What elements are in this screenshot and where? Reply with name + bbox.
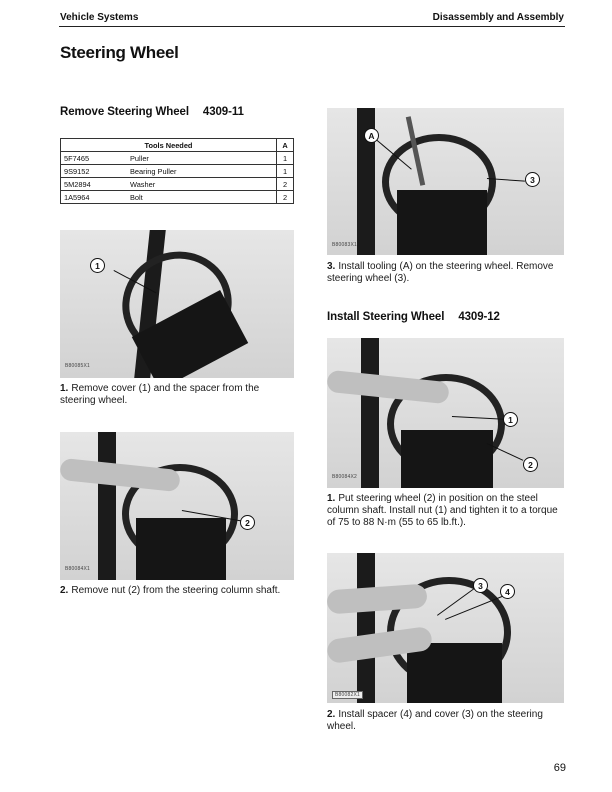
part-number: 1A5964	[61, 191, 128, 204]
table-row	[61, 152, 294, 165]
header-rule	[59, 26, 565, 27]
tools-table-column-a: A	[277, 139, 294, 152]
running-header-right: Disassembly and Assembly	[432, 12, 564, 23]
tools-table-header: Tools Needed	[61, 139, 277, 152]
callout-1: 1	[90, 258, 105, 273]
part-number: 5F7465	[61, 152, 128, 165]
part-qty: 2	[277, 178, 294, 191]
figure-id: B80085X1	[65, 363, 90, 369]
step-number: 1.	[327, 493, 336, 504]
step-caption	[60, 585, 290, 597]
remove-section-title: Remove Steering Wheel	[60, 106, 189, 118]
install-section-title: Install Steering Wheel	[327, 311, 445, 323]
callout-1: 1	[503, 412, 518, 427]
hand-shape	[60, 458, 181, 492]
step-number: 1.	[60, 383, 69, 394]
part-name: Puller	[127, 152, 277, 165]
table-row	[61, 165, 294, 178]
part-number: 9S9152	[61, 165, 128, 178]
step-caption	[327, 261, 567, 285]
callout-A: A	[364, 128, 379, 143]
figure-id: B80083X1	[332, 242, 357, 248]
callout-2: 2	[523, 457, 538, 472]
step-text: Install spacer (4) and cover (3) on the steering wheel.	[327, 709, 543, 732]
column-housing	[397, 190, 487, 255]
step-text: Install tooling (A) on the steering wheel. Remove steering wheel (3).	[327, 261, 554, 284]
photo-pillar	[357, 553, 375, 703]
part-qty: 1	[277, 165, 294, 178]
step-number: 2.	[327, 709, 336, 720]
callout-2: 2	[240, 515, 255, 530]
callout-4: 4	[500, 584, 515, 599]
part-number: 5M2894	[61, 178, 128, 191]
step-text: Remove nut (2) from the steering column shaft.	[71, 585, 281, 596]
step-text: Put steering wheel (2) in position on the steel column shaft. Install nut (1) and tighten it to a torque of 75 to 88 N·m (55 to 65 lb.ft.).	[327, 493, 558, 528]
install-section-heading	[327, 311, 500, 323]
photo-pillar	[361, 338, 379, 488]
install-section-code: 4309-12	[458, 311, 500, 323]
figure-id: B80084X2	[332, 474, 357, 480]
page-title: Steering Wheel	[60, 43, 179, 62]
photo-pillar	[98, 432, 116, 580]
remove-section-code: 4309-11	[202, 106, 244, 118]
figure-id: B80082X1	[332, 691, 363, 699]
table-row	[61, 191, 294, 204]
step-caption	[327, 709, 567, 733]
running-header-left: Vehicle Systems	[60, 12, 139, 23]
step-number: 3.	[327, 261, 336, 272]
figure-remove-step-2	[60, 432, 294, 580]
step-number: 2.	[60, 585, 69, 596]
page-number: 69	[553, 762, 566, 774]
callout-3: 3	[473, 578, 488, 593]
column-housing	[136, 518, 226, 580]
column-housing	[407, 643, 502, 703]
figure-remove-step-1	[60, 230, 294, 378]
part-name: Bearing Puller	[127, 165, 277, 178]
step-caption	[60, 383, 290, 407]
step-text: Remove cover (1) and the spacer from the steering wheel.	[60, 383, 260, 406]
part-name: Washer	[127, 178, 277, 191]
part-qty: 2	[277, 191, 294, 204]
figure-id: B80084X1	[65, 566, 90, 572]
table-row	[61, 178, 294, 191]
part-qty: 1	[277, 152, 294, 165]
column-housing	[401, 430, 493, 488]
figure-install-step-2	[327, 553, 564, 703]
part-name: Bolt	[127, 191, 277, 204]
remove-section-heading	[60, 106, 244, 118]
callout-3: 3	[525, 172, 540, 187]
tools-table-header-row	[61, 139, 294, 152]
step-caption	[327, 493, 567, 529]
tools-needed-table	[60, 138, 294, 204]
